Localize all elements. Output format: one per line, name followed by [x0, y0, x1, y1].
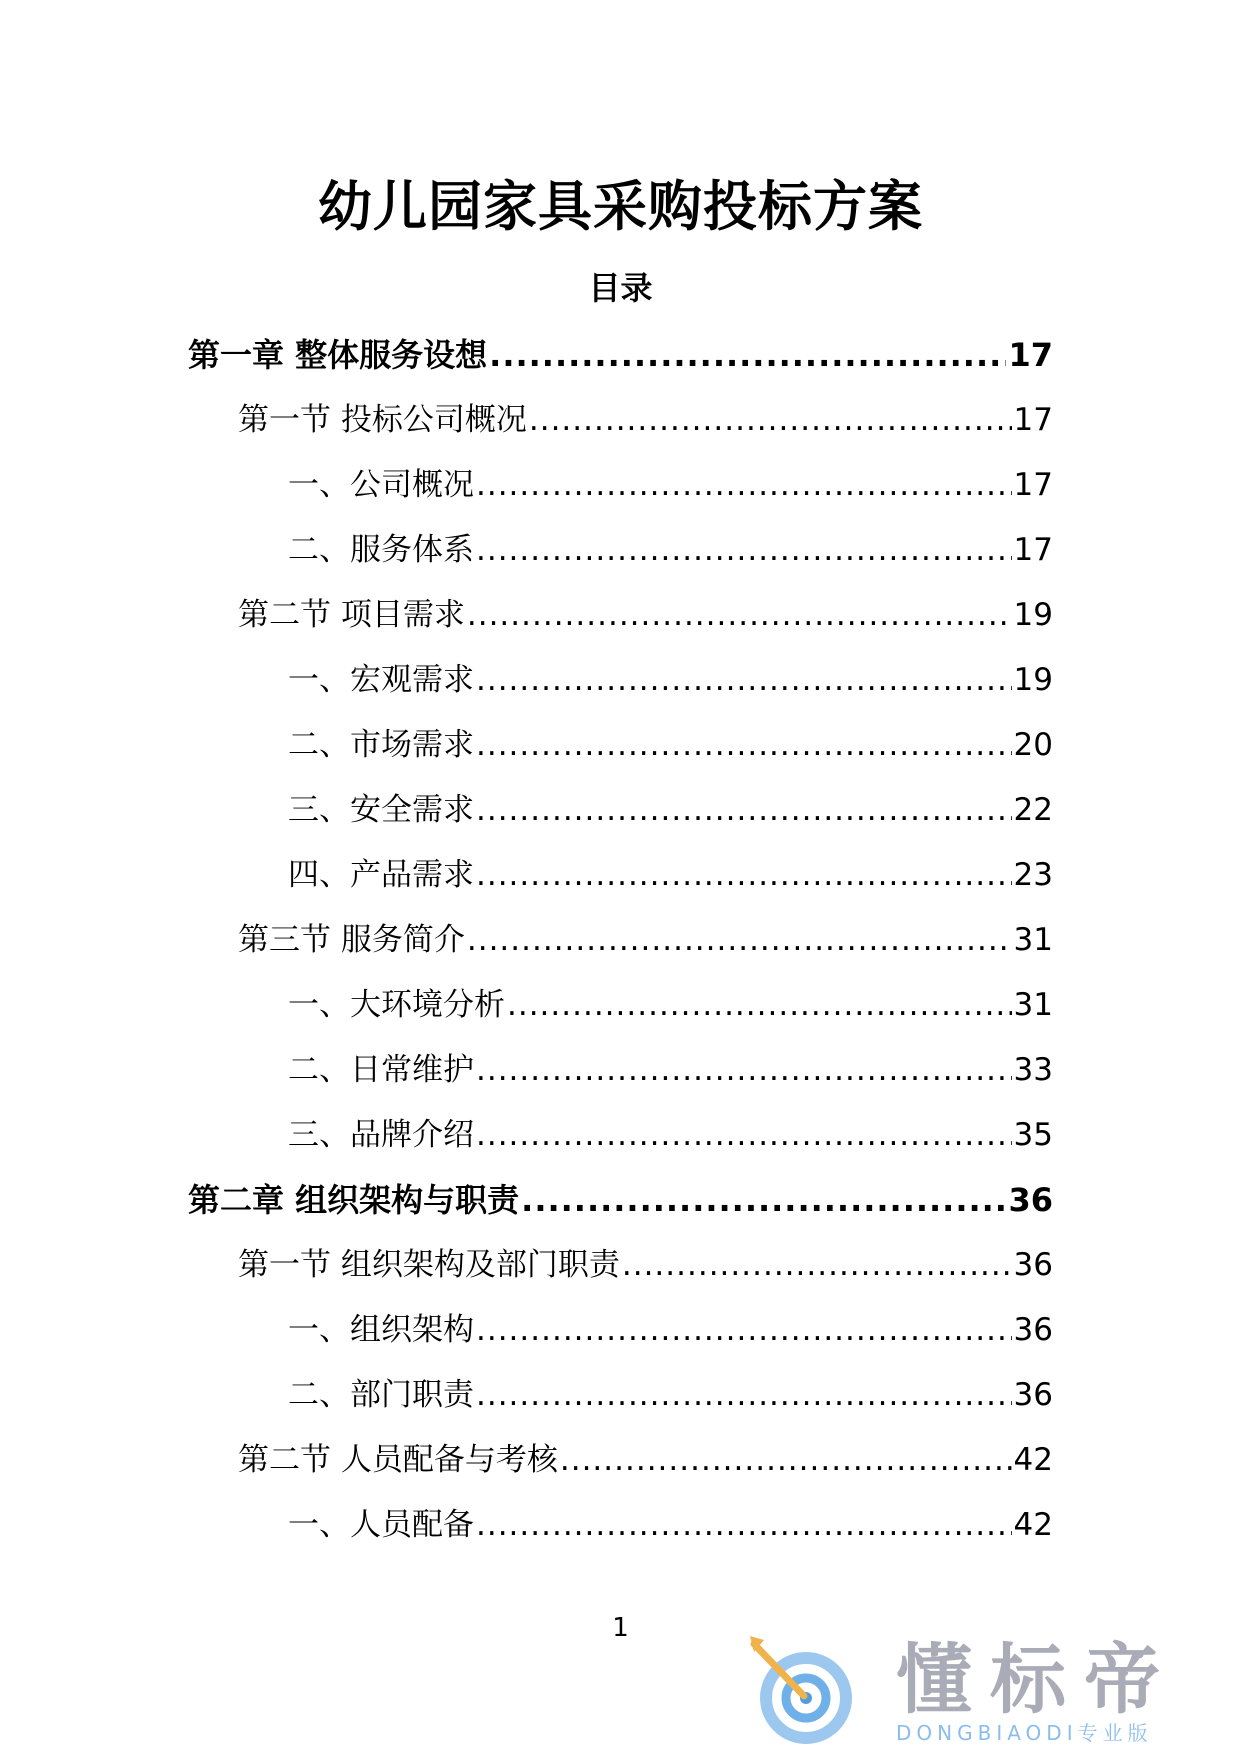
toc-entry[interactable] [288, 712, 1053, 777]
toc-dot-leader [467, 920, 1012, 960]
toc-entry-label: 一、宏观需求 [288, 661, 474, 698]
toc-entry-label: 三、安全需求 [288, 791, 474, 828]
toc-entry-label: 四、产品需求 [288, 856, 474, 893]
toc-entry-label: 第一节 投标公司概况 [238, 401, 527, 438]
toc-entry[interactable] [288, 972, 1053, 1037]
page-number: 1 [612, 1613, 629, 1643]
toc-dot-leader [476, 530, 1012, 570]
toc-dot-leader [521, 1180, 1006, 1220]
toc-dot-leader [467, 595, 1012, 635]
toc-entry[interactable] [188, 1167, 1053, 1232]
toc-entry-page: 31 [1013, 921, 1053, 958]
toc-entry[interactable] [238, 582, 1053, 647]
toc-entry-page: 20 [1013, 726, 1053, 763]
toc-dot-leader [489, 335, 1006, 375]
toc-dot-leader [476, 1310, 1012, 1350]
toc-entry[interactable] [288, 1037, 1053, 1102]
toc-entry[interactable] [288, 842, 1053, 907]
toc-entry-page: 17 [1013, 401, 1053, 438]
toc-entry-page: 17 [1013, 466, 1053, 503]
toc-entry[interactable] [288, 647, 1053, 712]
toc-entry[interactable] [288, 1297, 1053, 1362]
toc-dot-leader [476, 1505, 1012, 1545]
toc-entry-page: 19 [1013, 661, 1053, 698]
toc-dot-leader [560, 1440, 1012, 1480]
toc-entry-label: 第二章 组织架构与职责 [188, 1180, 520, 1219]
toc-dot-leader [476, 790, 1012, 830]
toc-entry[interactable] [238, 1427, 1053, 1492]
toc-entry-label: 第三节 服务简介 [238, 921, 465, 958]
toc-entry-label: 二、服务体系 [288, 531, 474, 568]
toc-entry-page: 23 [1013, 856, 1053, 893]
toc-entry-label: 二、日常维护 [288, 1051, 474, 1088]
toc-entry[interactable] [288, 1492, 1053, 1557]
toc-entry-page: 36 [1013, 1311, 1053, 1348]
toc-entry-label: 第二节 人员配备与考核 [238, 1441, 558, 1478]
toc-entry-page: 17 [1013, 531, 1053, 568]
toc-dot-leader [507, 985, 1012, 1025]
toc-entry-page: 33 [1013, 1051, 1053, 1088]
toc-dot-leader [476, 465, 1012, 505]
document-title: 幼儿园家具采购投标方案 [318, 175, 923, 238]
toc-entry-label: 二、部门职责 [288, 1376, 474, 1413]
toc-entry-page: 36 [1008, 1180, 1053, 1219]
watermark-subtitle: DONGBIAODI专业版 [896, 1721, 1153, 1745]
toc-entry-page: 42 [1013, 1441, 1053, 1478]
toc-entry-page: 35 [1013, 1116, 1053, 1153]
toc-entry-label: 第一章 整体服务设想 [188, 335, 488, 374]
toc-entry-label: 第一节 组织架构及部门职责 [238, 1246, 620, 1283]
toc-dot-leader [476, 855, 1012, 895]
target-dart-icon [744, 1634, 864, 1746]
toc-entry[interactable] [288, 452, 1053, 517]
toc-entry[interactable] [288, 777, 1053, 842]
toc-dot-leader [476, 660, 1012, 700]
toc-entry-label: 二、市场需求 [288, 726, 474, 763]
toc-entry-page: 17 [1008, 335, 1053, 374]
watermark-logo [744, 1634, 1224, 1746]
toc-entry-page: 22 [1013, 791, 1053, 828]
toc-entry-label: 一、公司概况 [288, 466, 474, 503]
toc-dot-leader [622, 1245, 1012, 1285]
toc-entry-page: 19 [1013, 596, 1053, 633]
toc-heading: 目录 [588, 269, 653, 307]
toc-entry-label: 第二节 项目需求 [238, 596, 465, 633]
toc-entry[interactable] [288, 1362, 1053, 1427]
toc-dot-leader [476, 1375, 1012, 1415]
toc-dot-leader [476, 725, 1012, 765]
toc-dot-leader [476, 1050, 1012, 1090]
toc-entry[interactable] [238, 907, 1053, 972]
toc-entry[interactable] [188, 322, 1053, 387]
toc-entry-label: 一、组织架构 [288, 1311, 474, 1348]
toc-entry-page: 36 [1013, 1376, 1053, 1413]
toc-entry[interactable] [288, 1102, 1053, 1167]
toc-dot-leader [529, 400, 1012, 440]
toc-entry-label: 一、大环境分析 [288, 986, 505, 1023]
toc-entry-page: 42 [1013, 1506, 1053, 1543]
toc-entry[interactable] [238, 387, 1053, 452]
toc-entry[interactable] [288, 517, 1053, 582]
watermark-brand: 懂标帝 [896, 1635, 1178, 1724]
toc-entry-page: 36 [1013, 1246, 1053, 1283]
table-of-contents [0, 322, 1241, 1557]
toc-dot-leader [476, 1115, 1012, 1155]
toc-entry-label: 一、人员配备 [288, 1506, 474, 1543]
toc-entry-page: 31 [1013, 986, 1053, 1023]
toc-entry-label: 三、品牌介绍 [288, 1116, 474, 1153]
toc-entry[interactable] [238, 1232, 1053, 1297]
